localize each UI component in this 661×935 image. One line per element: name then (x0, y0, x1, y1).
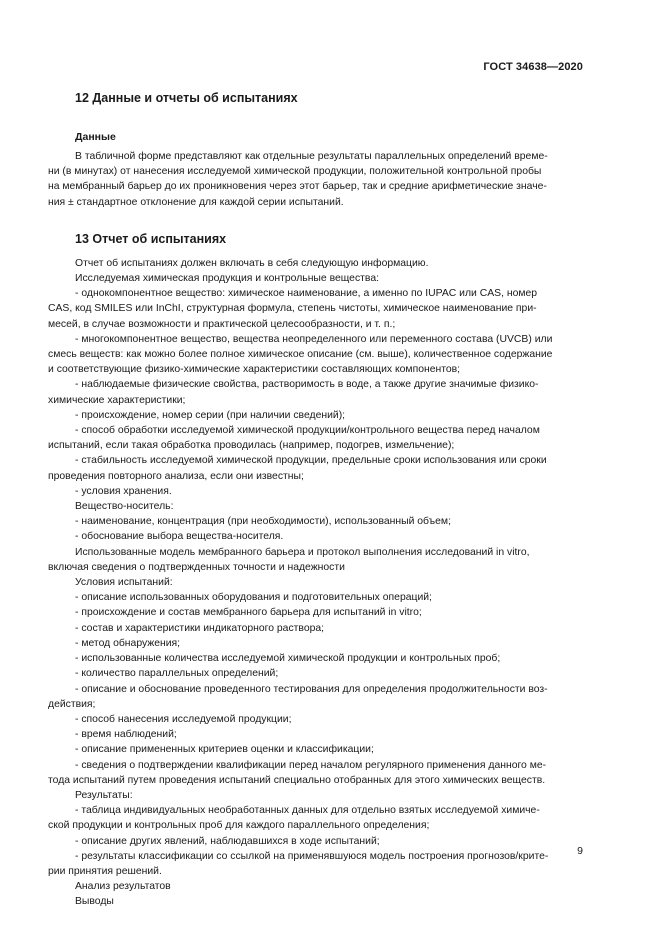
list-item: - использованные количества исследуемой химической продукции и контрольных проб; (75, 653, 501, 665)
standard-code: ГОСТ 34638—2020 (483, 61, 583, 73)
list-item: Вещество-носитель: (75, 501, 174, 513)
list-item: - описание использованных оборудования и подготовительных операций; (75, 592, 432, 604)
list-item: Использованные модель мембранного барьера и протокол выполнения исследований in vitro, включая сведения о подтвержденных точности и надежности (48, 546, 530, 573)
list-item: - описание и обоснование проведенного тестирования для определения продолжительности воз- действия; (48, 683, 548, 710)
list-item: - состав и характеристики индикаторного раствора; (75, 622, 325, 634)
list-item: - результаты классификации со ссылкой на применявшуюся модель построения прогнозов/крите- рии принятия решений. (48, 850, 549, 877)
list-item: - стабильность исследуемой химической продукции, предельные сроки использования или сроки проведения повторного анализа, если они известны; (48, 455, 547, 482)
list-item: - условия хранения. (75, 485, 172, 497)
list-item: - количество параллельных определений; (75, 668, 279, 680)
data-subheading: Данные (75, 131, 116, 143)
list-item: - многокомпонентное вещество, вещества неопределенного или переменного состава (UVCB) или смесь веществ: как можно более полное химическое описание (см. выше), количественное содержание и соответствующие физико-химические характеристики составляющих компонентов; (48, 333, 553, 376)
list-item: - сведения о подтверждении квалификации перед началом регулярного применения данного ме- тода испытаний путем проведения испытаний специально отобранных для этого химических веществ. (48, 759, 547, 786)
list-item: Анализ результатов (75, 881, 171, 893)
list-item: - наблюдаемые физические свойства, растворимость в воде, а также другие значимые физико- химические характеристики; (48, 379, 539, 406)
list-item: - метод обнаружения; (75, 637, 181, 649)
report-requirements-list (48, 256, 584, 910)
page-content (48, 90, 584, 910)
data-paragraph: В табличной форме представляют как отдельные результаты параллельных определений време- ни (в минутах) от нанесения исследуемой химической продукции, положительной контрольной пробы на мембранный барьер до их проникновения через этот барьер, так и средние арифметические значе- ния ± стандартное отклонение для каждой серии испытаний. (48, 151, 548, 208)
list-item: Результаты: (75, 789, 133, 801)
list-item: - описание других явлений, наблюдавшихся в ходе испытаний; (75, 835, 380, 847)
list-item: Отчет об испытаниях должен включать в себя следующую информацию. (75, 257, 429, 269)
list-item: Исследуемая химическая продукция и контрольные вещества: (75, 273, 379, 285)
list-item: - наименование, концентрация (при необходимости), использованный объем; (75, 516, 451, 528)
list-item: - способ нанесения исследуемой продукции; (75, 713, 292, 725)
list-item: - обоснование выбора вещества-носителя. (75, 531, 284, 543)
list-item: Выводы (75, 896, 114, 908)
list-item: - таблица индивидуальных необработанных данных для отдельно взятых исследуемой химиче- ской продукции и контрольных проб для каждого параллельного определения; (48, 805, 540, 832)
list-item: Условия испытаний: (75, 577, 173, 589)
list-item: - однокомпонентное вещество: химическое наименование, а именно по IUPAC или CAS, номер CAS, код SMILES или InChI, структурная формула, степень чистоты, химическое наименование при- месей, в случае возможности и практической целесообразности, и т. п.; (48, 288, 538, 330)
list-item: - происхождение и состав мембранного барьера для испытаний in vitro; (75, 607, 422, 619)
list-item: - происхождение, номер серии (при наличии сведений); (75, 409, 346, 421)
section-12-title: 12 Данные и отчеты об испытаниях (75, 91, 298, 105)
list-item: - время наблюдений; (75, 729, 177, 741)
list-item: - способ обработки исследуемой химической продукции/контрольного вещества перед началом испытаний, если такая обработка проводилась (например, подогрев, измельчение); (48, 425, 540, 452)
list-item: - описание примененных критериев оценки и классификации; (75, 744, 374, 756)
page-number: 9 (577, 845, 583, 857)
section-13-title: 13 Отчет об испытаниях (75, 231, 227, 246)
